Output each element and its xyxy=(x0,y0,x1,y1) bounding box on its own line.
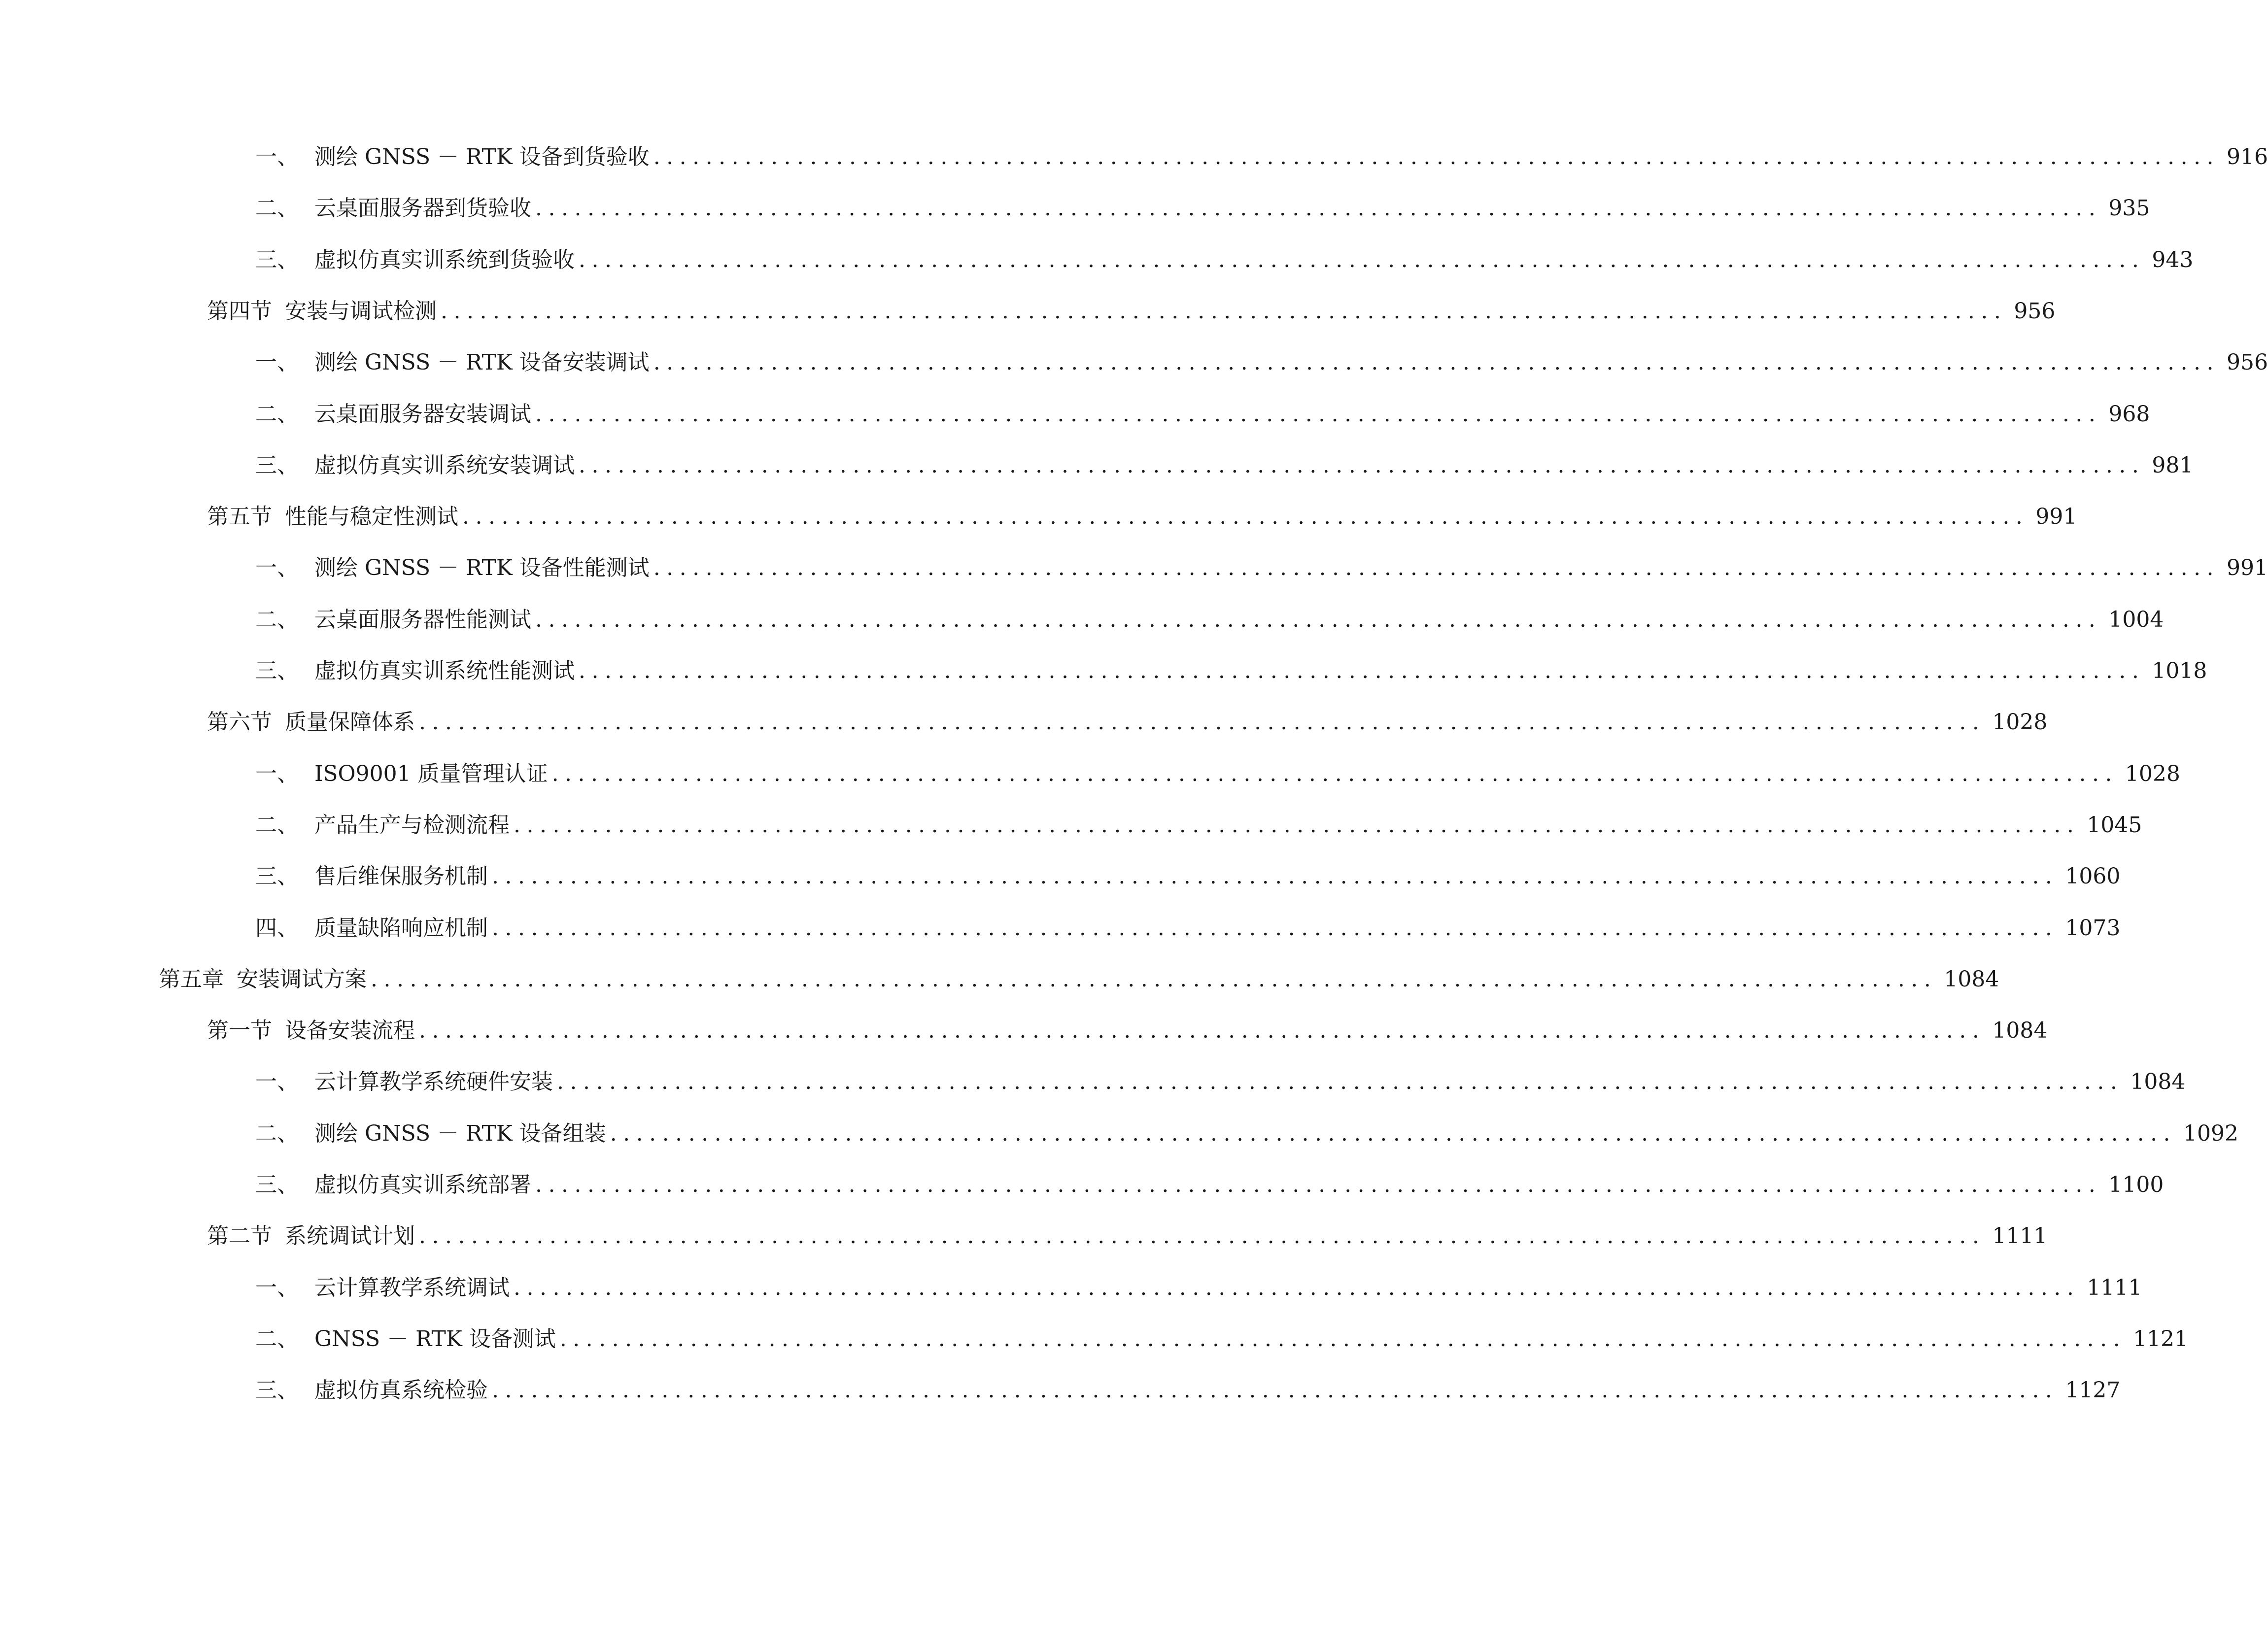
toc-entry-title: GNSS － RTK 设备测试 xyxy=(314,1326,556,1352)
toc-entry[interactable] xyxy=(207,292,2056,331)
toc-entry-number: 第五节 xyxy=(207,504,272,529)
toc-entry-title: 云桌面服务器性能测试 xyxy=(314,607,531,632)
toc-page-number: 1004 xyxy=(2108,607,2164,632)
toc-entry-number: 第四节 xyxy=(207,299,272,324)
toc-entry[interactable] xyxy=(207,1217,2048,1256)
toc-entry[interactable] xyxy=(255,343,2268,382)
toc-entry-title: 设备安装流程 xyxy=(285,1018,415,1043)
toc-entry-title: 安装与调试检测 xyxy=(285,299,437,324)
toc-entry-title: 测绘 GNSS － RTK 设备到货验收 xyxy=(314,144,650,169)
toc-entry-number: 二、 xyxy=(255,196,299,221)
toc-entry[interactable] xyxy=(255,857,2121,896)
toc-entry-number: 第五章 xyxy=(159,967,224,992)
toc-entry[interactable] xyxy=(255,1114,2239,1153)
toc-entry-number: 一、 xyxy=(255,1275,299,1300)
toc-entry-title: 测绘 GNSS － RTK 设备性能测试 xyxy=(314,555,650,580)
toc-entry[interactable] xyxy=(255,189,2150,228)
toc-entry-number: 三、 xyxy=(255,864,299,889)
toc-entry-number: 三、 xyxy=(255,1172,299,1197)
toc-entry[interactable] xyxy=(159,960,1999,999)
toc-entry-number: 三、 xyxy=(255,453,299,478)
toc-entry-title: 安装调试方案 xyxy=(237,967,367,992)
toc-page-number: 1100 xyxy=(2108,1172,2164,1197)
toc-page-number: 991 xyxy=(2227,555,2268,580)
toc-entry-title: 云计算教学系统调试 xyxy=(314,1275,510,1300)
toc-entry-number: 四、 xyxy=(255,915,299,941)
toc-page-number: 1127 xyxy=(2065,1378,2121,1403)
toc-page-number: 968 xyxy=(2108,402,2150,427)
toc-entry[interactable] xyxy=(255,1268,2142,1308)
toc-entry-number: 一、 xyxy=(255,144,299,169)
toc-entry[interactable] xyxy=(255,446,2194,485)
toc-entry[interactable] xyxy=(255,1062,2186,1102)
toc-entry-number: 二、 xyxy=(255,1121,299,1146)
toc-entry-title: 测绘 GNSS － RTK 设备安装调试 xyxy=(314,350,650,375)
toc-page-number: 981 xyxy=(2152,453,2194,478)
toc-page-number: 1060 xyxy=(2065,864,2121,889)
toc-entry[interactable] xyxy=(255,137,2268,177)
toc-entry-number: 第一节 xyxy=(207,1018,272,1043)
toc-entry-title: 云计算教学系统硬件安装 xyxy=(314,1069,553,1094)
toc-page-number: 1084 xyxy=(1992,1018,2048,1043)
toc-dot-leader: ........................................................................................................................ xyxy=(653,555,2220,580)
toc-entry[interactable] xyxy=(207,703,2048,742)
toc-entry-number: 三、 xyxy=(255,247,299,272)
toc-entry-number: 一、 xyxy=(255,1069,299,1094)
toc-dot-leader: ........................................................................................................................ xyxy=(419,1018,1986,1043)
toc-dot-leader: ........................................................................................................................ xyxy=(535,402,2102,427)
toc-dot-leader: ........................................................................................................................ xyxy=(610,1121,2177,1146)
toc-entry[interactable] xyxy=(255,1165,2164,1205)
toc-entry-title: 质量保障体系 xyxy=(285,710,415,735)
toc-dot-leader: ........................................................................................................................ xyxy=(492,915,2059,941)
toc-entry-title: 虚拟仿真实训系统部署 xyxy=(314,1172,531,1197)
toc-page-number: 991 xyxy=(2035,504,2077,529)
toc-page-number: 1018 xyxy=(2152,658,2207,683)
toc-dot-leader: ........................................................................................................................ xyxy=(579,247,2145,272)
toc-dot-leader: ........................................................................................................................ xyxy=(535,196,2102,221)
toc-entry[interactable] xyxy=(255,651,2207,691)
toc-dot-leader: ........................................................................................................................ xyxy=(492,864,2059,889)
toc-entry-number: 一、 xyxy=(255,761,299,786)
toc-dot-leader: ........................................................................................................................ xyxy=(419,1223,1986,1249)
toc-entry[interactable] xyxy=(255,806,2142,845)
toc-entry-title: 虚拟仿真实训系统到货验收 xyxy=(314,247,575,272)
toc-dot-leader: ........................................................................................................................ xyxy=(579,658,2145,683)
toc-dot-leader: ........................................................................................................................ xyxy=(557,1069,2124,1094)
toc-entry-number: 二、 xyxy=(255,607,299,632)
toc-page-number: 1121 xyxy=(2133,1326,2189,1352)
toc-entry-number: 三、 xyxy=(255,1378,299,1403)
toc-entry-title: 虚拟仿真实训系统性能测试 xyxy=(314,658,575,683)
toc-entry[interactable] xyxy=(255,754,2180,794)
toc-dot-leader: ........................................................................................................................ xyxy=(441,299,2007,324)
toc-entry[interactable] xyxy=(255,395,2150,434)
toc-entry[interactable] xyxy=(207,497,2077,537)
toc-page-number: 916 xyxy=(2227,144,2268,169)
toc-entry-title: 性能与稳定性测试 xyxy=(285,504,458,529)
toc-dot-leader: ........................................................................................................................ xyxy=(551,761,2118,786)
toc-entry-title: 质量缺陷响应机制 xyxy=(314,915,488,941)
toc-dot-leader: ........................................................................................................................ xyxy=(535,1172,2102,1197)
toc-entry-title: 虚拟仿真系统检验 xyxy=(314,1378,488,1403)
toc-dot-leader: ........................................................................................................................ xyxy=(579,453,2145,478)
toc-page-number: 1073 xyxy=(2065,915,2121,941)
toc-page-number: 1111 xyxy=(1992,1223,2048,1249)
toc-entry-number: 第二节 xyxy=(207,1223,272,1249)
toc-dot-leader: ........................................................................................................................ xyxy=(514,1275,2080,1300)
toc-page-number: 1045 xyxy=(2087,813,2142,838)
toc-entry[interactable] xyxy=(255,548,2268,588)
toc-entry[interactable] xyxy=(255,909,2121,948)
toc-entry-title: 虚拟仿真实训系统安装调试 xyxy=(314,453,575,478)
toc-entry[interactable] xyxy=(255,1371,2121,1410)
toc-page-number: 1092 xyxy=(2183,1121,2239,1146)
toc-entry-number: 第六节 xyxy=(207,710,272,735)
toc-dot-leader: ........................................................................................................................ xyxy=(535,607,2102,632)
toc-dot-leader: ........................................................................................................................ xyxy=(492,1378,2059,1403)
toc-entry-title: 售后维保服务机制 xyxy=(314,864,488,889)
toc-entry-number: 三、 xyxy=(255,658,299,683)
toc-dot-leader: ........................................................................................................................ xyxy=(419,710,1986,735)
toc-page-number: 1084 xyxy=(1944,967,1999,992)
toc-entry[interactable] xyxy=(207,1011,2048,1050)
toc-entry-title: 云桌面服务器安装调试 xyxy=(314,402,531,427)
toc-entry-number: 二、 xyxy=(255,813,299,838)
toc-entry[interactable] xyxy=(255,1320,2189,1359)
toc-entry-number: 一、 xyxy=(255,350,299,375)
toc-dot-leader: ........................................................................................................................ xyxy=(514,813,2080,838)
toc-entry[interactable] xyxy=(255,600,2164,640)
toc-entry-title: 系统调试计划 xyxy=(285,1223,415,1249)
toc-dot-leader: ........................................................................................................................ xyxy=(371,967,1937,992)
toc-dot-leader: ........................................................................................................................ xyxy=(653,350,2220,375)
toc-page-number: 1111 xyxy=(2087,1275,2142,1300)
toc-page-number: 1028 xyxy=(2125,761,2180,786)
toc-page-number: 956 xyxy=(2014,299,2056,324)
toc-dot-leader: ........................................................................................................................ xyxy=(653,144,2220,169)
toc-entry-title: 云桌面服务器到货验收 xyxy=(314,196,531,221)
toc-entry-number: 二、 xyxy=(255,1326,299,1352)
toc-page-number: 935 xyxy=(2108,196,2150,221)
toc-entry-title: ISO9001 质量管理认证 xyxy=(314,761,548,786)
toc-entry-title: 测绘 GNSS － RTK 设备组装 xyxy=(314,1121,606,1146)
toc-entry-number: 二、 xyxy=(255,402,299,427)
toc-dot-leader: ........................................................................................................................ xyxy=(559,1326,2127,1352)
toc-page-number: 1084 xyxy=(2130,1069,2186,1094)
toc-entry-number: 一、 xyxy=(255,555,299,580)
toc-entry[interactable] xyxy=(255,240,2194,280)
toc-page-number: 956 xyxy=(2227,350,2268,375)
toc-entry-title: 产品生产与检测流程 xyxy=(314,813,510,838)
toc-page-number: 1028 xyxy=(1992,710,2048,735)
toc-page-number: 943 xyxy=(2152,247,2194,272)
toc-dot-leader: ........................................................................................................................ xyxy=(462,504,2029,529)
